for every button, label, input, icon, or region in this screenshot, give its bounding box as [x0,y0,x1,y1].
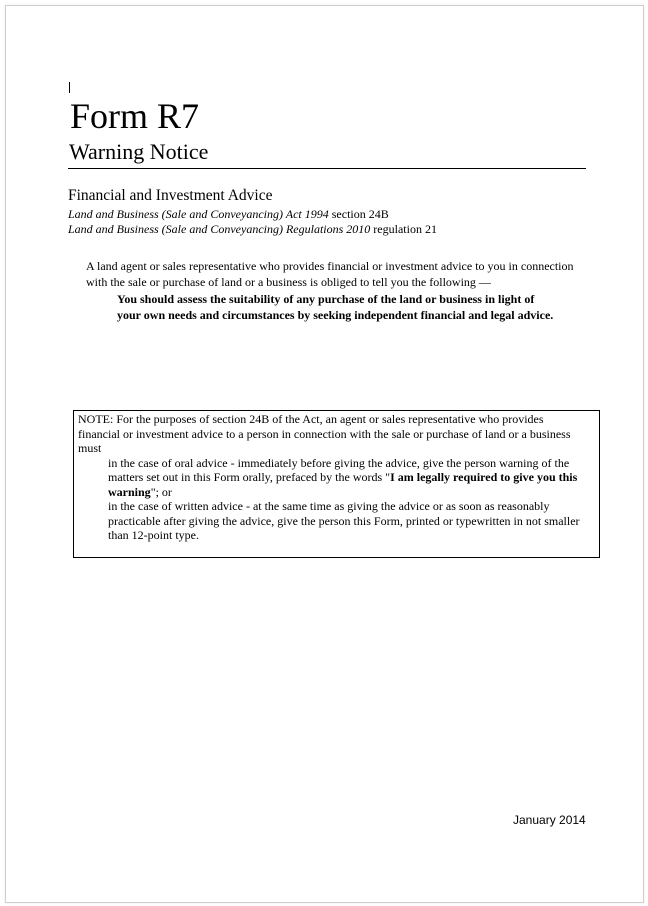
legal-warning-word: warning [108,484,151,499]
form-date: January 2014 [513,813,586,827]
oral-advice-line-3 [78,485,580,500]
act-reference [68,207,389,222]
legal-warning-phrase: I am legally required to give you this [390,470,578,484]
notice-title: Warning Notice [69,139,209,164]
intro-line-1: A land agent or sales representative who provides financial or investment advice to you in connection [86,259,574,273]
written-advice-line-1: in the case of written advice - at the same time as giving the advice or as soon as reasonably [108,499,550,513]
oral-advice-text: matters set out in this Form orally, prefaced by the words " [108,470,391,484]
section-heading: Financial and Investment Advice [68,187,273,204]
text-cursor [69,82,70,93]
written-advice-line-2: practicable after giving the advice, give the person this Form, printed or typewritten in not smaller [108,513,580,528]
regulation-reference [68,222,437,237]
oral-advice-line-1: in the case of oral advice - immediately before giving the advice, give the person warning of the [108,455,570,470]
regulation-section: regulation 21 [370,222,437,236]
oral-advice-end: "; or [150,484,172,499]
advice-line-2: your own needs and circumstances by seeking independent financial and legal advice. [117,308,554,322]
note-line-1: NOTE: For the purposes of section 24B of the Act, an agent or sales representative who provides [78,412,544,426]
act-name: Land and Business (Sale and Conveyancing) Act 1994 [68,207,329,221]
written-advice-line-3: than 12-point type. [108,528,199,542]
regulation-name: Land and Business (Sale and Conveyancing) Regulations 2010 [68,222,371,236]
act-section: section 24B [328,207,389,221]
note-line-2: financial or investment advice to a person in connection with the sale or purchase of land or a business [78,426,571,441]
intro-paragraph [86,258,596,290]
advice-line-1: You should assess the suitability of any purchase of the land or business in light of [117,292,535,306]
title-divider [68,168,586,169]
intro-line-2: with the sale or purchase of land or a business is obliged to tell you the following — [86,275,491,289]
form-title: Form R7 [70,96,200,136]
note-text [78,412,580,543]
advice-statement [117,291,553,323]
oral-advice-line-2 [78,470,580,485]
note-line-3: must [78,441,102,455]
